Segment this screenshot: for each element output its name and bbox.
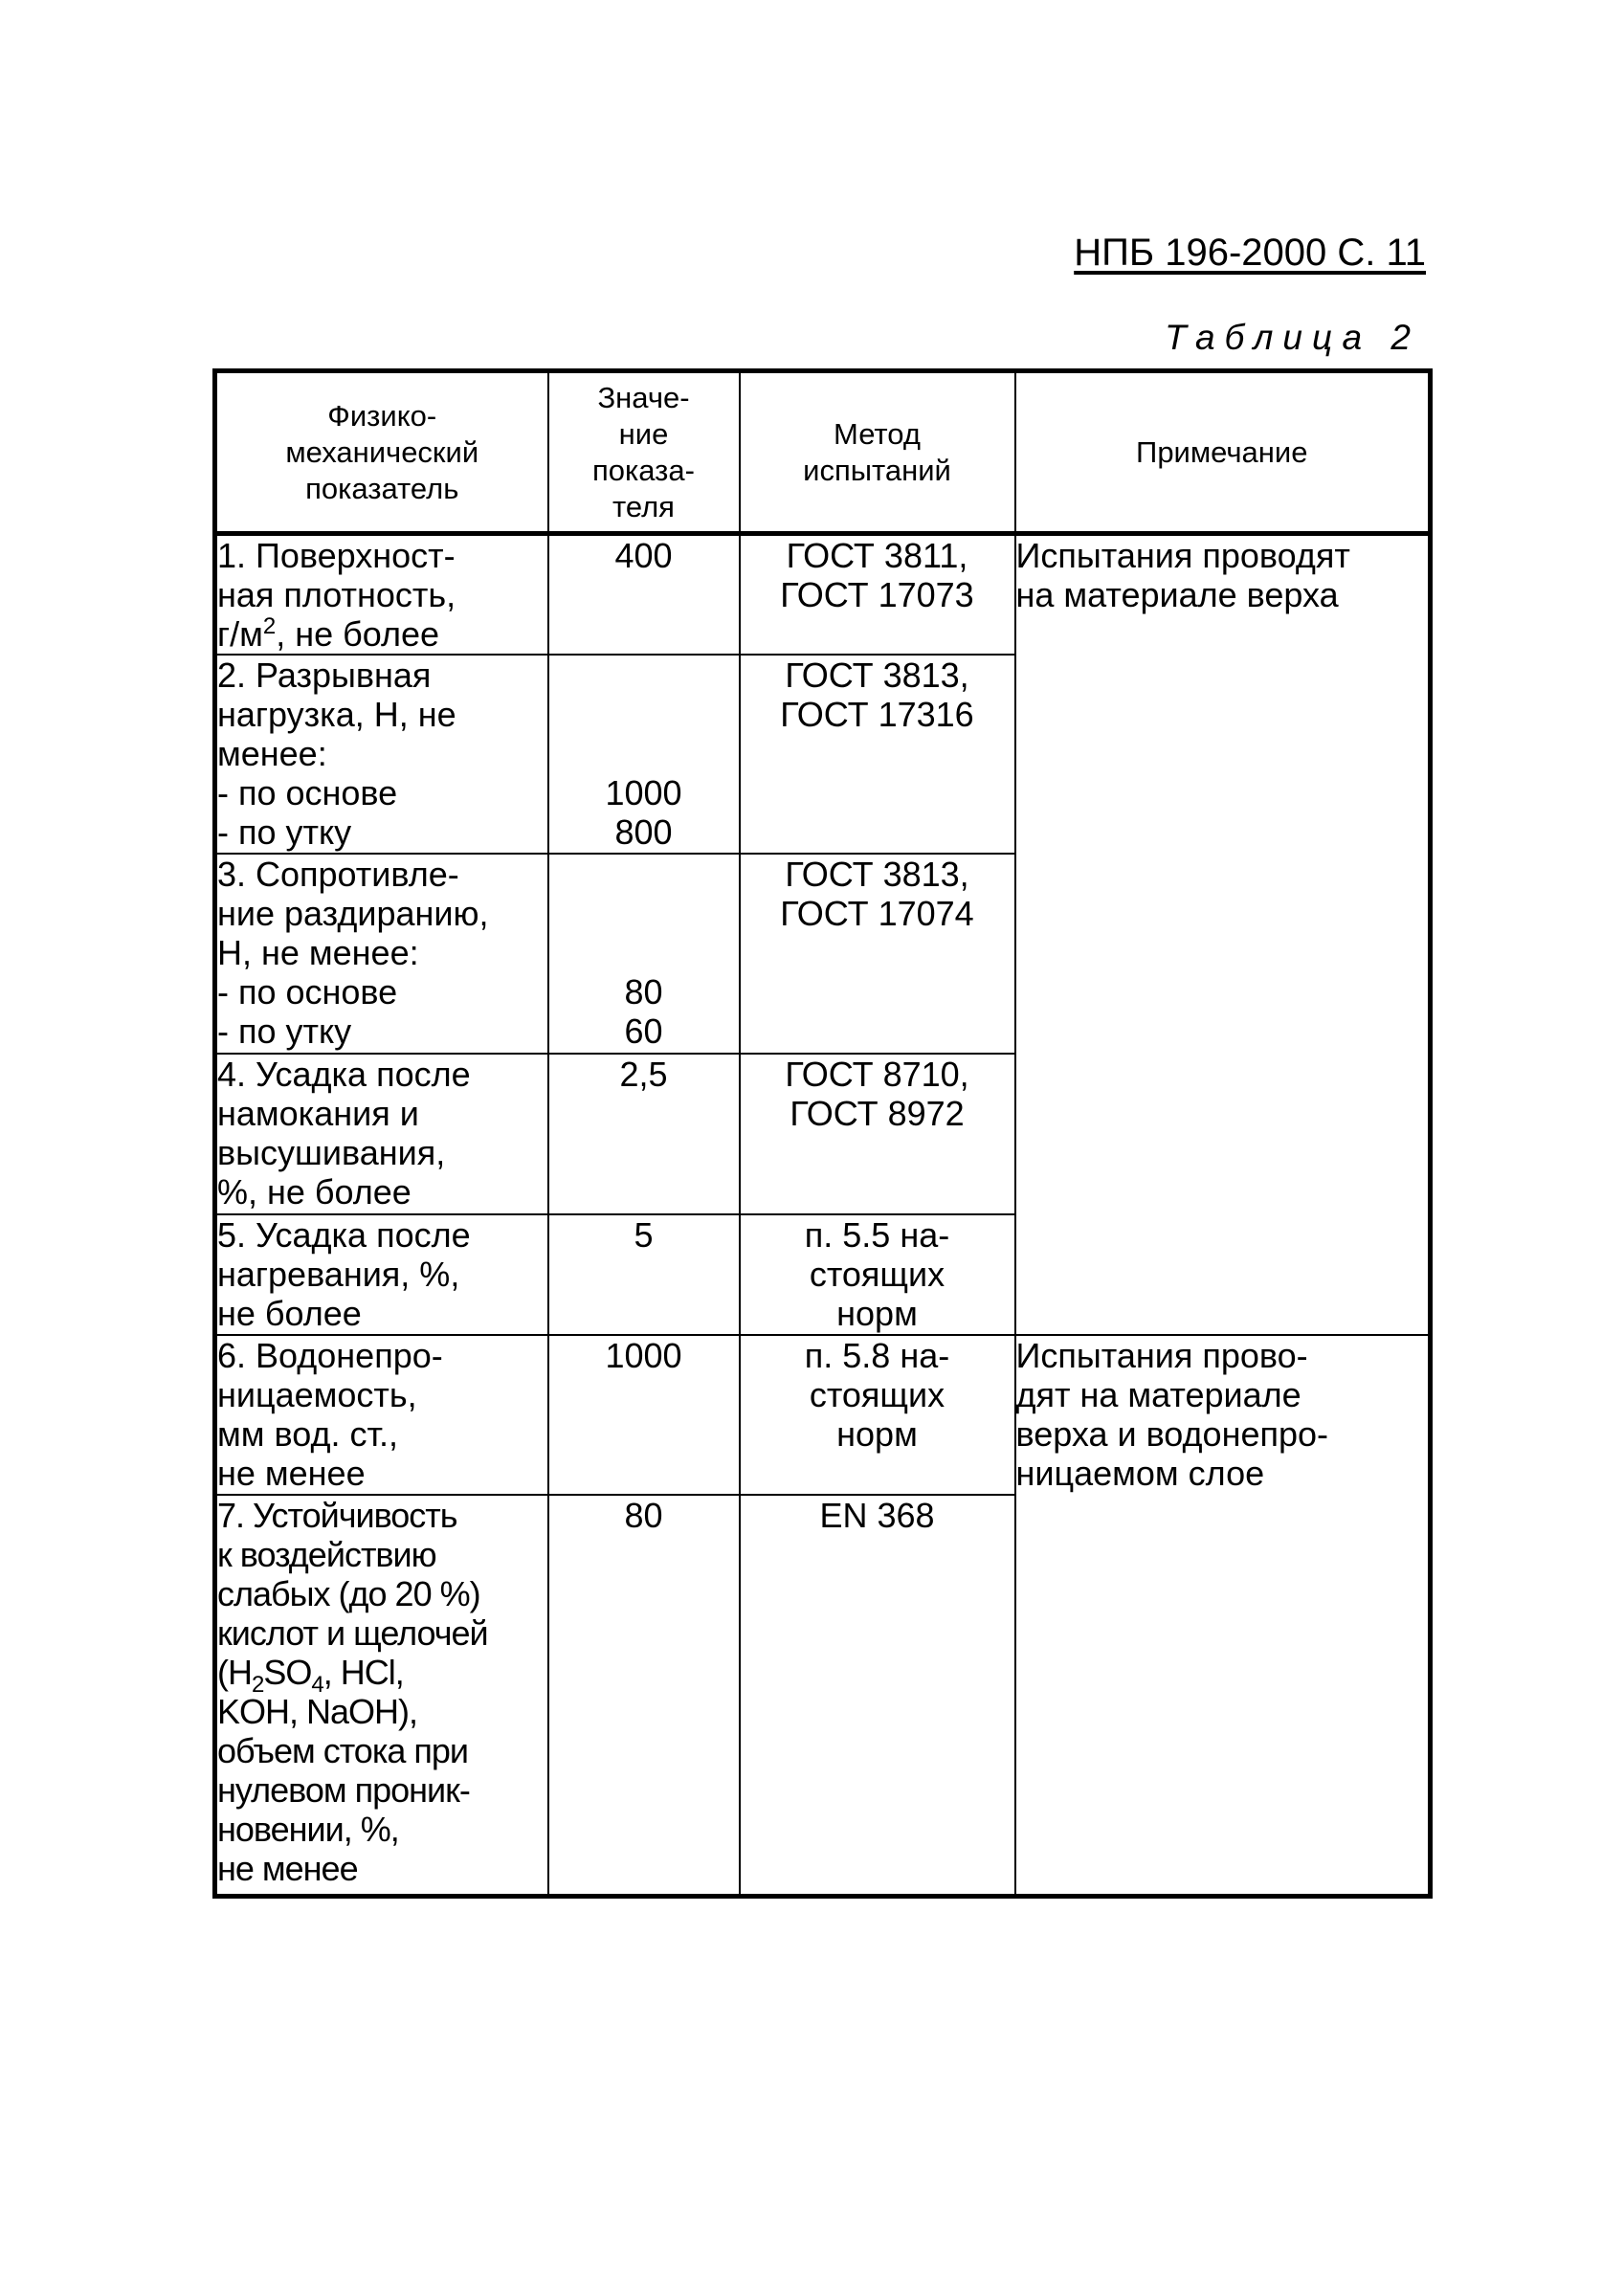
note-2: Испытания прово- дят на материале верха и водонепро- ницаемом слое <box>1015 1335 1431 1896</box>
header-method: Метод испытаний <box>740 371 1015 534</box>
row-7-indicator-part-a: 7. Устойчивость к воздействию слабых (до 20 %) кислот и щелочей (H <box>217 1496 488 1692</box>
row-1-indicator <box>215 534 548 656</box>
row-4-indicator: 4. Усадка после намокания и высушивания, %, не более <box>215 1054 548 1214</box>
row-3-value: 80 60 <box>548 854 740 1054</box>
row-7-indicator-part-c: , HCl, KOH, NaOH), объем стока при нулевом проник- новении, %, не менее <box>217 1653 470 1888</box>
header-value: Значе- ние показа- теля <box>548 371 740 534</box>
row-5-value: 5 <box>548 1214 740 1335</box>
note-1: Испытания проводят на материале верха <box>1015 534 1431 1336</box>
row-6-indicator: 6. Водонепро- ницаемость, мм вод. ст., не менее <box>215 1335 548 1495</box>
row-2-method: ГОСТ 3813, ГОСТ 17316 <box>740 655 1015 854</box>
row-7-indicator-part-b: SO <box>263 1653 312 1692</box>
row-2-value: 1000 800 <box>548 655 740 854</box>
row-7-indicator <box>215 1495 548 1896</box>
row-5-indicator: 5. Усадка после нагревания, %, не более <box>215 1214 548 1335</box>
row-1-value: 400 <box>548 534 740 656</box>
spec-table <box>212 368 1433 1899</box>
row-4-value: 2,5 <box>548 1054 740 1214</box>
row-1-indicator-text: 1. Поверхност- ная плотность, г/м <box>217 536 456 654</box>
row-1-method: ГОСТ 3811, ГОСТ 17073 <box>740 534 1015 656</box>
table-caption: Таблица 2 <box>1165 318 1420 357</box>
row-7-value: 80 <box>548 1495 740 1896</box>
table-header-row <box>215 371 1431 534</box>
row-3-method: ГОСТ 3813, ГОСТ 17074 <box>740 854 1015 1054</box>
row-2-indicator: 2. Разрывная нагрузка, Н, не менее: - по основе - по утку <box>215 655 548 854</box>
row-3-indicator: 3. Сопротивле- ние раздиранию, Н, не менее: - по основе - по утку <box>215 854 548 1054</box>
row-7-indicator-sub-1: 2 <box>252 1672 264 1699</box>
row-1-indicator-sup: 2 <box>262 613 277 639</box>
row-1-indicator-tail: , не более <box>276 614 440 654</box>
row-7-indicator-sub-2: 4 <box>311 1672 323 1699</box>
row-6-method: п. 5.8 на- стоящих норм <box>740 1335 1015 1495</box>
header-indicator: Физико- механический показатель <box>215 371 548 534</box>
row-6-value: 1000 <box>548 1335 740 1495</box>
row-7-method: EN 368 <box>740 1495 1015 1896</box>
table-row <box>215 1335 1431 1495</box>
row-5-method: п. 5.5 на- стоящих норм <box>740 1214 1015 1335</box>
row-4-method: ГОСТ 8710, ГОСТ 8972 <box>740 1054 1015 1214</box>
header-note: Примечание <box>1015 371 1431 534</box>
table-row <box>215 534 1431 656</box>
page-header-doc-ref: НПБ 196-2000 С. 11 <box>1074 232 1426 274</box>
